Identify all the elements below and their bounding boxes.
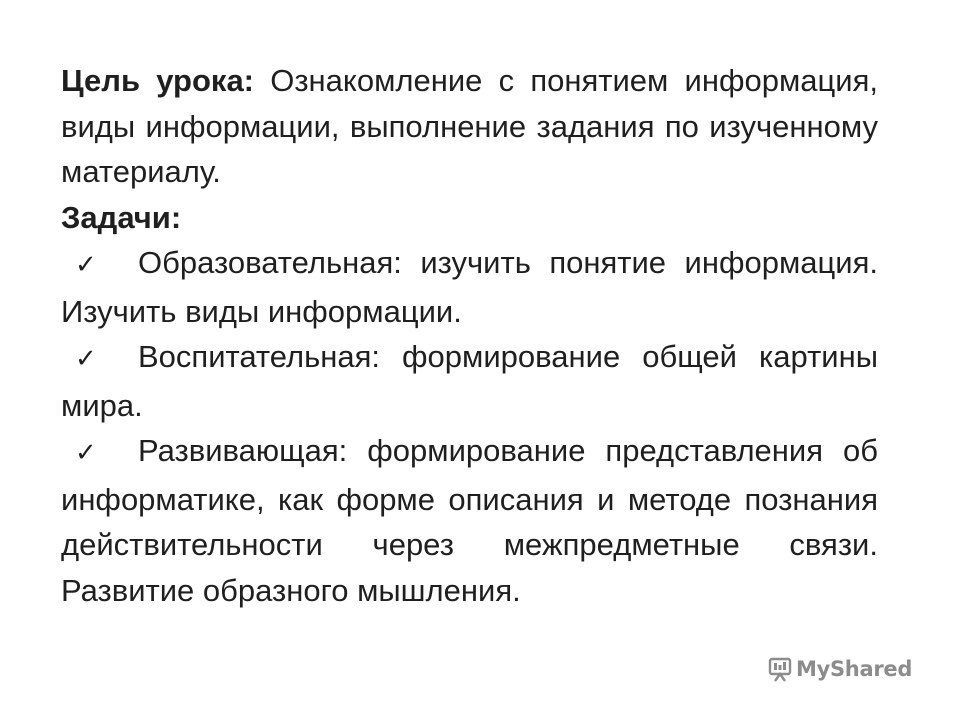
myshared-logo-icon [768, 656, 792, 682]
task-text: Развивающая: формирование представления об информатике, как форме описания и методе познания действительности через межпредметные связи. Развитие образного мышления. [61, 433, 878, 608]
lesson-content [61, 58, 878, 613]
lesson-goal [61, 58, 878, 195]
tasks-heading: Задачи: [61, 199, 182, 235]
watermark-text: MyShared [796, 657, 913, 681]
check-mark-icon: ✓ [75, 438, 97, 468]
task-text: Образовательная: изучить понятие информация. Изучить виды информации. [61, 245, 878, 329]
myshared-watermark [768, 656, 912, 682]
task-item-educational [61, 240, 878, 334]
goal-label: Цель урока: [61, 63, 255, 98]
check-mark-icon: ✓ [75, 344, 97, 374]
task-text: Воспитательная: формирование общей картины мира. [61, 339, 878, 423]
task-item-upbringing [61, 334, 878, 428]
goal-text: Ознакомление с понятием информация, виды информации, выполнение задания по изученному материалу. [61, 63, 878, 189]
check-mark-icon: ✓ [75, 250, 97, 280]
task-item-developmental [61, 428, 878, 613]
